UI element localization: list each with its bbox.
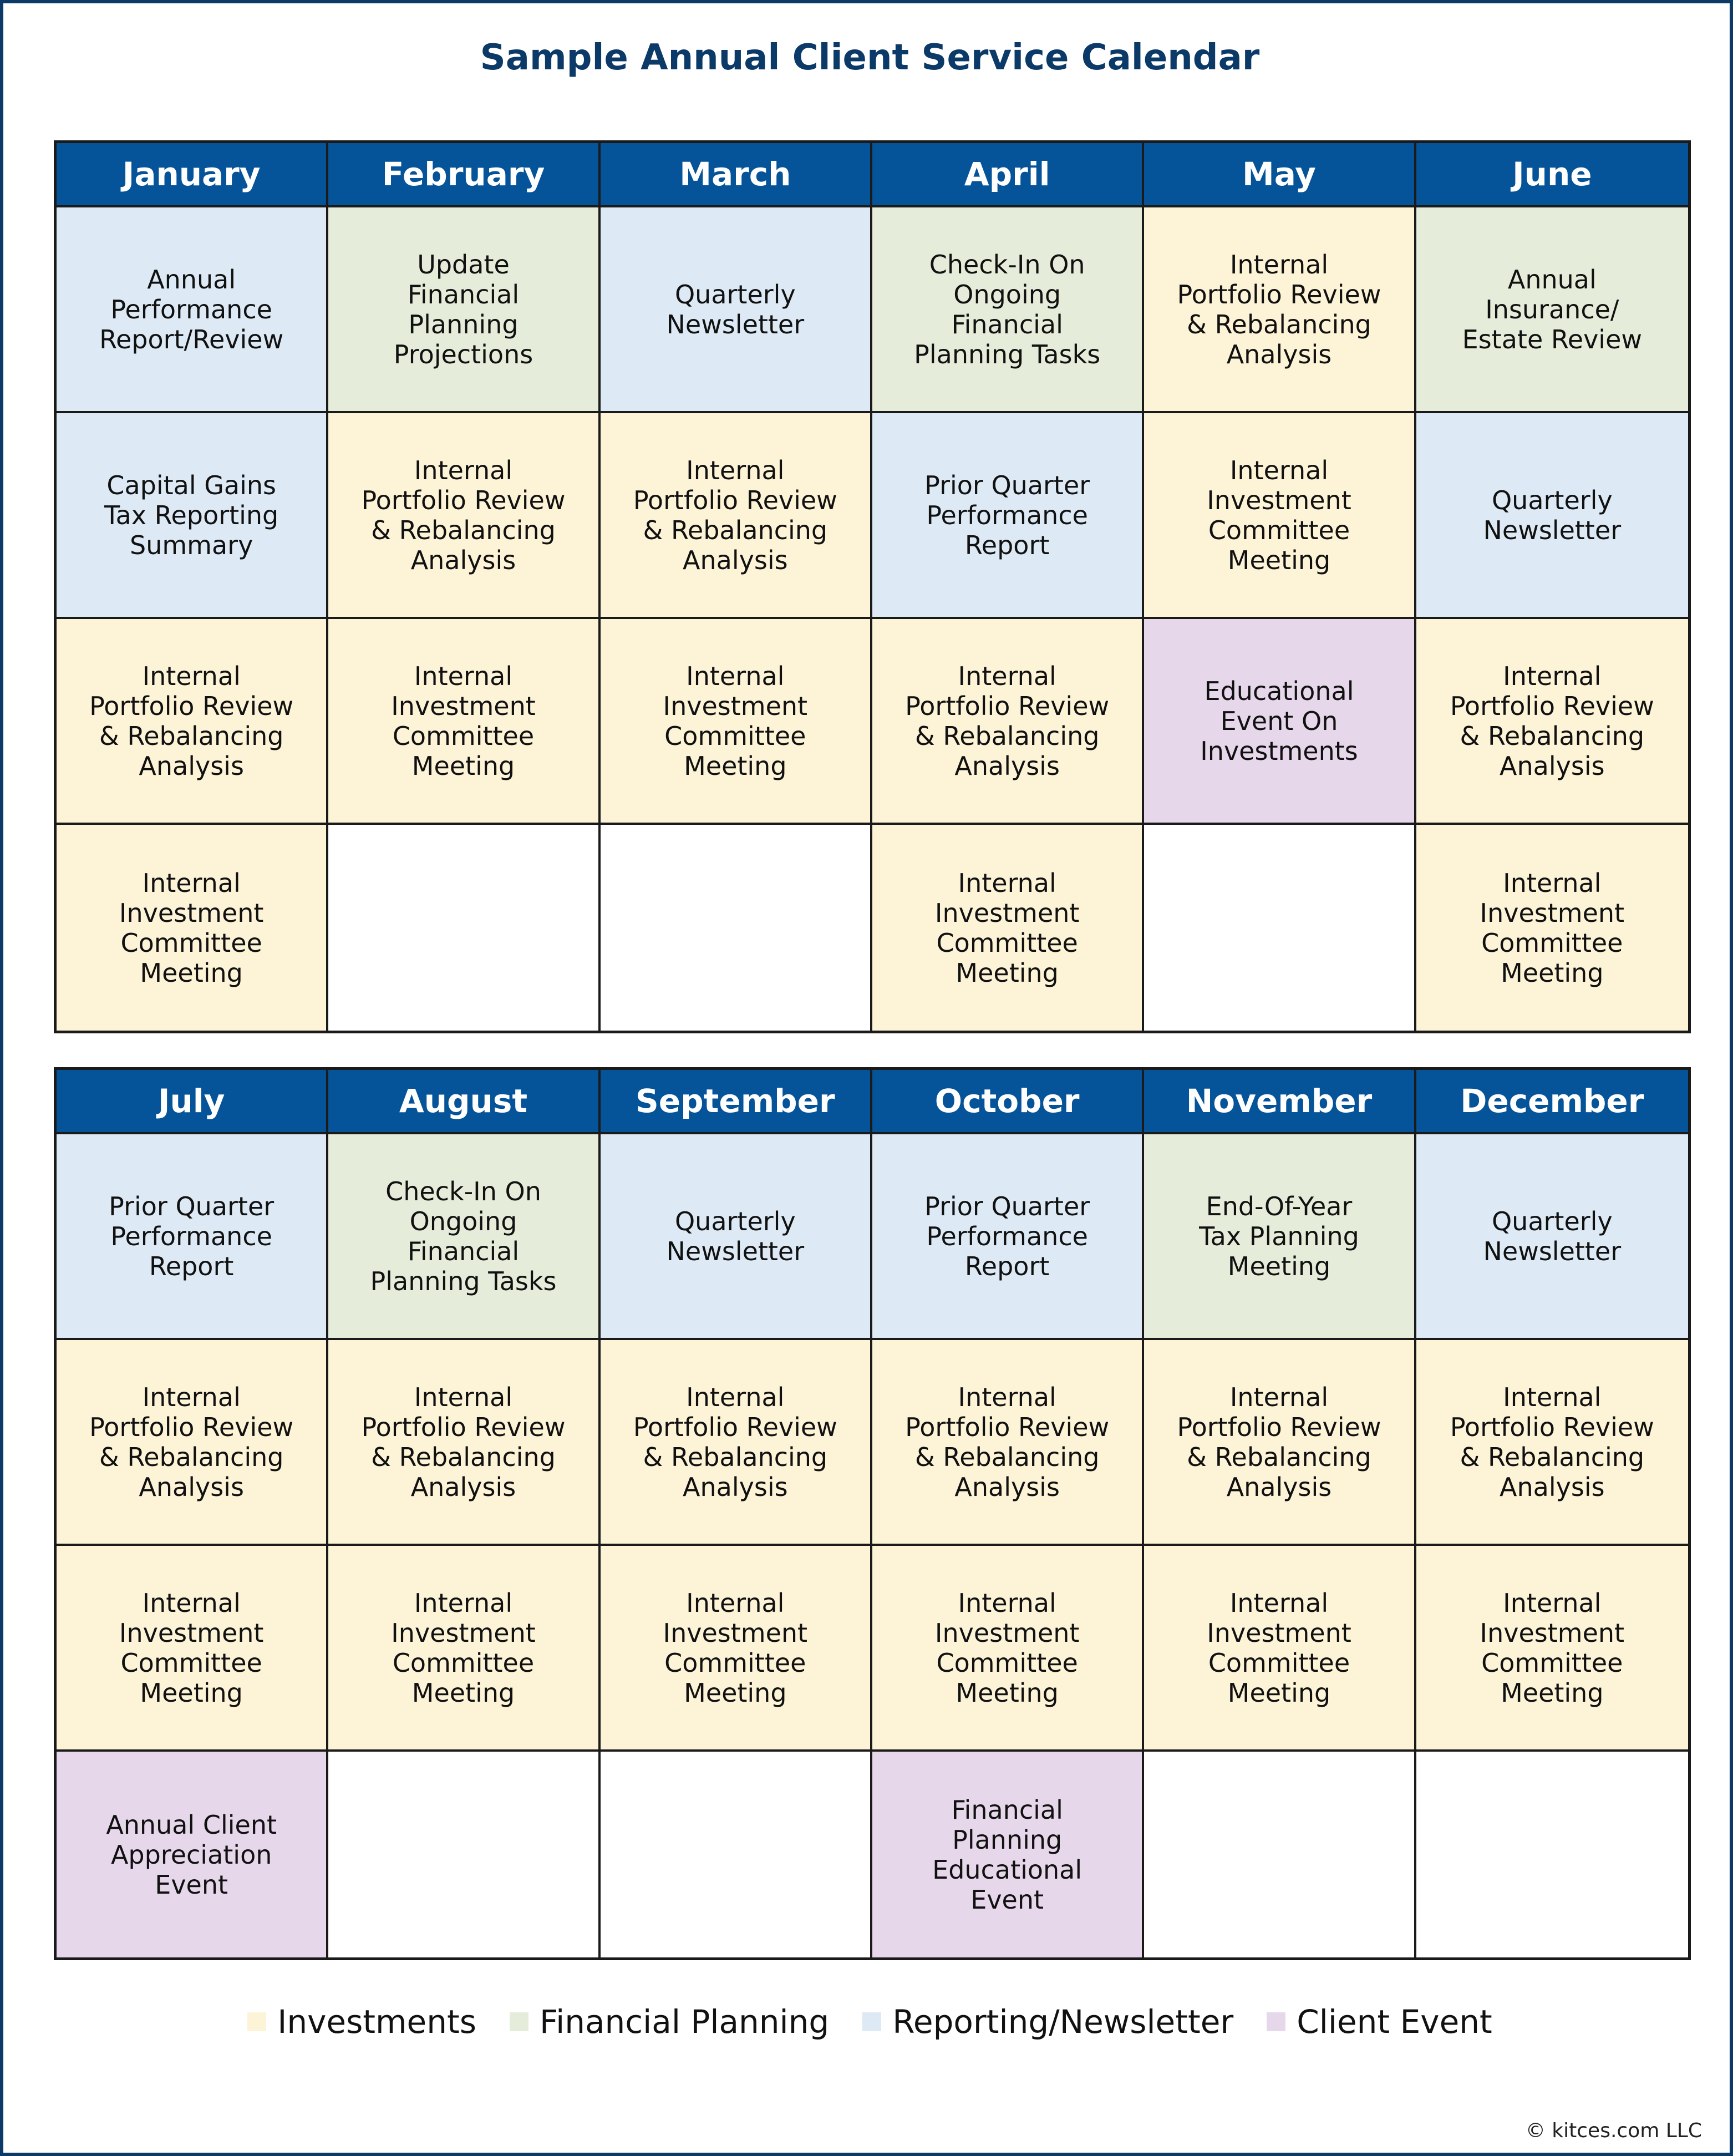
month-header-june: June [1416, 143, 1688, 207]
month-header-october: October [872, 1070, 1144, 1134]
calendar-cell-investments: Internal Investment Committee Meeting [1416, 1546, 1688, 1752]
calendar-cell-investments: Internal Investment Committee Meeting [328, 1546, 600, 1752]
month-header-december: December [1416, 1070, 1688, 1134]
legend-label: Reporting/Newsletter [892, 2003, 1234, 2041]
month-header-july: July [57, 1070, 328, 1134]
calendar-cell-investments: Internal Investment Committee Meeting [1416, 825, 1688, 1031]
calendar-cell-investments: Internal Investment Committee Meeting [1144, 1546, 1416, 1752]
legend-item-financial-planning [510, 2003, 829, 2041]
legend [3, 2003, 1733, 2041]
calendar-cell-investments: Internal Portfolio Review & Rebalancing Analysis [1416, 1340, 1688, 1546]
month-header-march: March [601, 143, 872, 207]
calendar-cell-reporting: Prior Quarter Performance Report [872, 413, 1144, 619]
calendar-cell-investments: Internal Portfolio Review & Rebalancing Analysis [328, 1340, 600, 1546]
calendar-cell-financial-planning: Check-In On Ongoing Financial Planning Tasks [328, 1134, 600, 1340]
legend-swatch-investments [247, 2012, 266, 2031]
calendar-cell-investments: Internal Portfolio Review & Rebalancing Analysis [1416, 619, 1688, 825]
calendar-cell-investments: Internal Investment Committee Meeting [1144, 413, 1416, 619]
calendar-cell-reporting: Prior Quarter Performance Report [57, 1134, 328, 1340]
legend-item-client-event [1267, 2003, 1492, 2041]
month-header-may: May [1144, 143, 1416, 207]
calendar-cell-investments: Internal Investment Committee Meeting [872, 1546, 1144, 1752]
calendar-cell-investments: Internal Portfolio Review & Rebalancing Analysis [57, 1340, 328, 1546]
calendar-cell-financial-planning: Update Financial Planning Projections [328, 207, 600, 413]
calendar-cell-investments: Internal Portfolio Review & Rebalancing Analysis [872, 619, 1144, 825]
calendar-cell-reporting: Quarterly Newsletter [601, 1134, 872, 1340]
calendar-cell-investments: Internal Portfolio Review & Rebalancing Analysis [601, 413, 872, 619]
copyright-notice: © kitces.com LLC [1525, 2119, 1702, 2142]
calendar-cell-investments: Internal Portfolio Review & Rebalancing Analysis [601, 1340, 872, 1546]
calendar-cell-reporting: Capital Gains Tax Reporting Summary [57, 413, 328, 619]
month-header-september: September [601, 1070, 872, 1134]
calendar-cell-financial-planning: Check-In On Ongoing Financial Planning Tasks [872, 207, 1144, 413]
calendar-cell-reporting: Prior Quarter Performance Report [872, 1134, 1144, 1340]
month-header-january: January [57, 143, 328, 207]
calendar-cell-investments: Internal Investment Committee Meeting [57, 1546, 328, 1752]
calendar-cell-financial-planning: End-Of-Year Tax Planning Meeting [1144, 1134, 1416, 1340]
legend-swatch-reporting [862, 2012, 881, 2031]
calendar-cell-empty [601, 1752, 872, 1957]
month-header-april: April [872, 143, 1144, 207]
calendar-cell-client-event: Financial Planning Educational Event [872, 1752, 1144, 1957]
calendar-cell-reporting: Quarterly Newsletter [1416, 1134, 1688, 1340]
calendar-cell-investments: Internal Investment Committee Meeting [601, 619, 872, 825]
calendar-cell-investments: Internal Portfolio Review & Rebalancing Analysis [1144, 1340, 1416, 1546]
calendar-cell-reporting: Annual Performance Report/Review [57, 207, 328, 413]
calendar-cell-investments: Internal Portfolio Review & Rebalancing Analysis [328, 413, 600, 619]
calendar-cell-empty [328, 825, 600, 1031]
calendar-cell-empty [1144, 1752, 1416, 1957]
month-header-august: August [328, 1070, 600, 1134]
calendar-cell-empty [1416, 1752, 1688, 1957]
page-title: Sample Annual Client Service Calendar [480, 37, 1260, 78]
legend-label: Client Event [1297, 2003, 1492, 2041]
legend-item-reporting [862, 2003, 1233, 2041]
legend-swatch-financial-planning [510, 2012, 528, 2031]
legend-label: Financial Planning [539, 2003, 830, 2041]
calendar-jan-jun [54, 140, 1691, 1033]
legend-label: Investments [277, 2003, 476, 2041]
calendar-cell-empty [1144, 825, 1416, 1031]
calendar-cell-empty [601, 825, 872, 1031]
calendar-cell-investments: Internal Investment Committee Meeting [601, 1546, 872, 1752]
month-header-february: February [328, 143, 600, 207]
calendar-cell-client-event: Educational Event On Investments [1144, 619, 1416, 825]
calendar-cell-financial-planning: Annual Insurance/ Estate Review [1416, 207, 1688, 413]
calendar-cell-investments: Internal Portfolio Review & Rebalancing Analysis [57, 619, 328, 825]
legend-swatch-client-event [1267, 2012, 1285, 2031]
legend-item-investments [247, 2003, 476, 2041]
calendar-cell-investments: Internal Investment Committee Meeting [328, 619, 600, 825]
calendar-cell-reporting: Quarterly Newsletter [1416, 413, 1688, 619]
calendar-cell-investments: Internal Portfolio Review & Rebalancing Analysis [872, 1340, 1144, 1546]
calendar-cell-investments: Internal Investment Committee Meeting [57, 825, 328, 1031]
calendar-cell-investments: Internal Portfolio Review & Rebalancing Analysis [1144, 207, 1416, 413]
month-header-november: November [1144, 1070, 1416, 1134]
calendar-cell-investments: Internal Investment Committee Meeting [872, 825, 1144, 1031]
calendar-jul-dec [54, 1067, 1691, 1960]
calendar-cell-reporting: Quarterly Newsletter [601, 207, 872, 413]
calendar-cell-client-event: Annual Client Appreciation Event [57, 1752, 328, 1957]
calendar-cell-empty [328, 1752, 600, 1957]
